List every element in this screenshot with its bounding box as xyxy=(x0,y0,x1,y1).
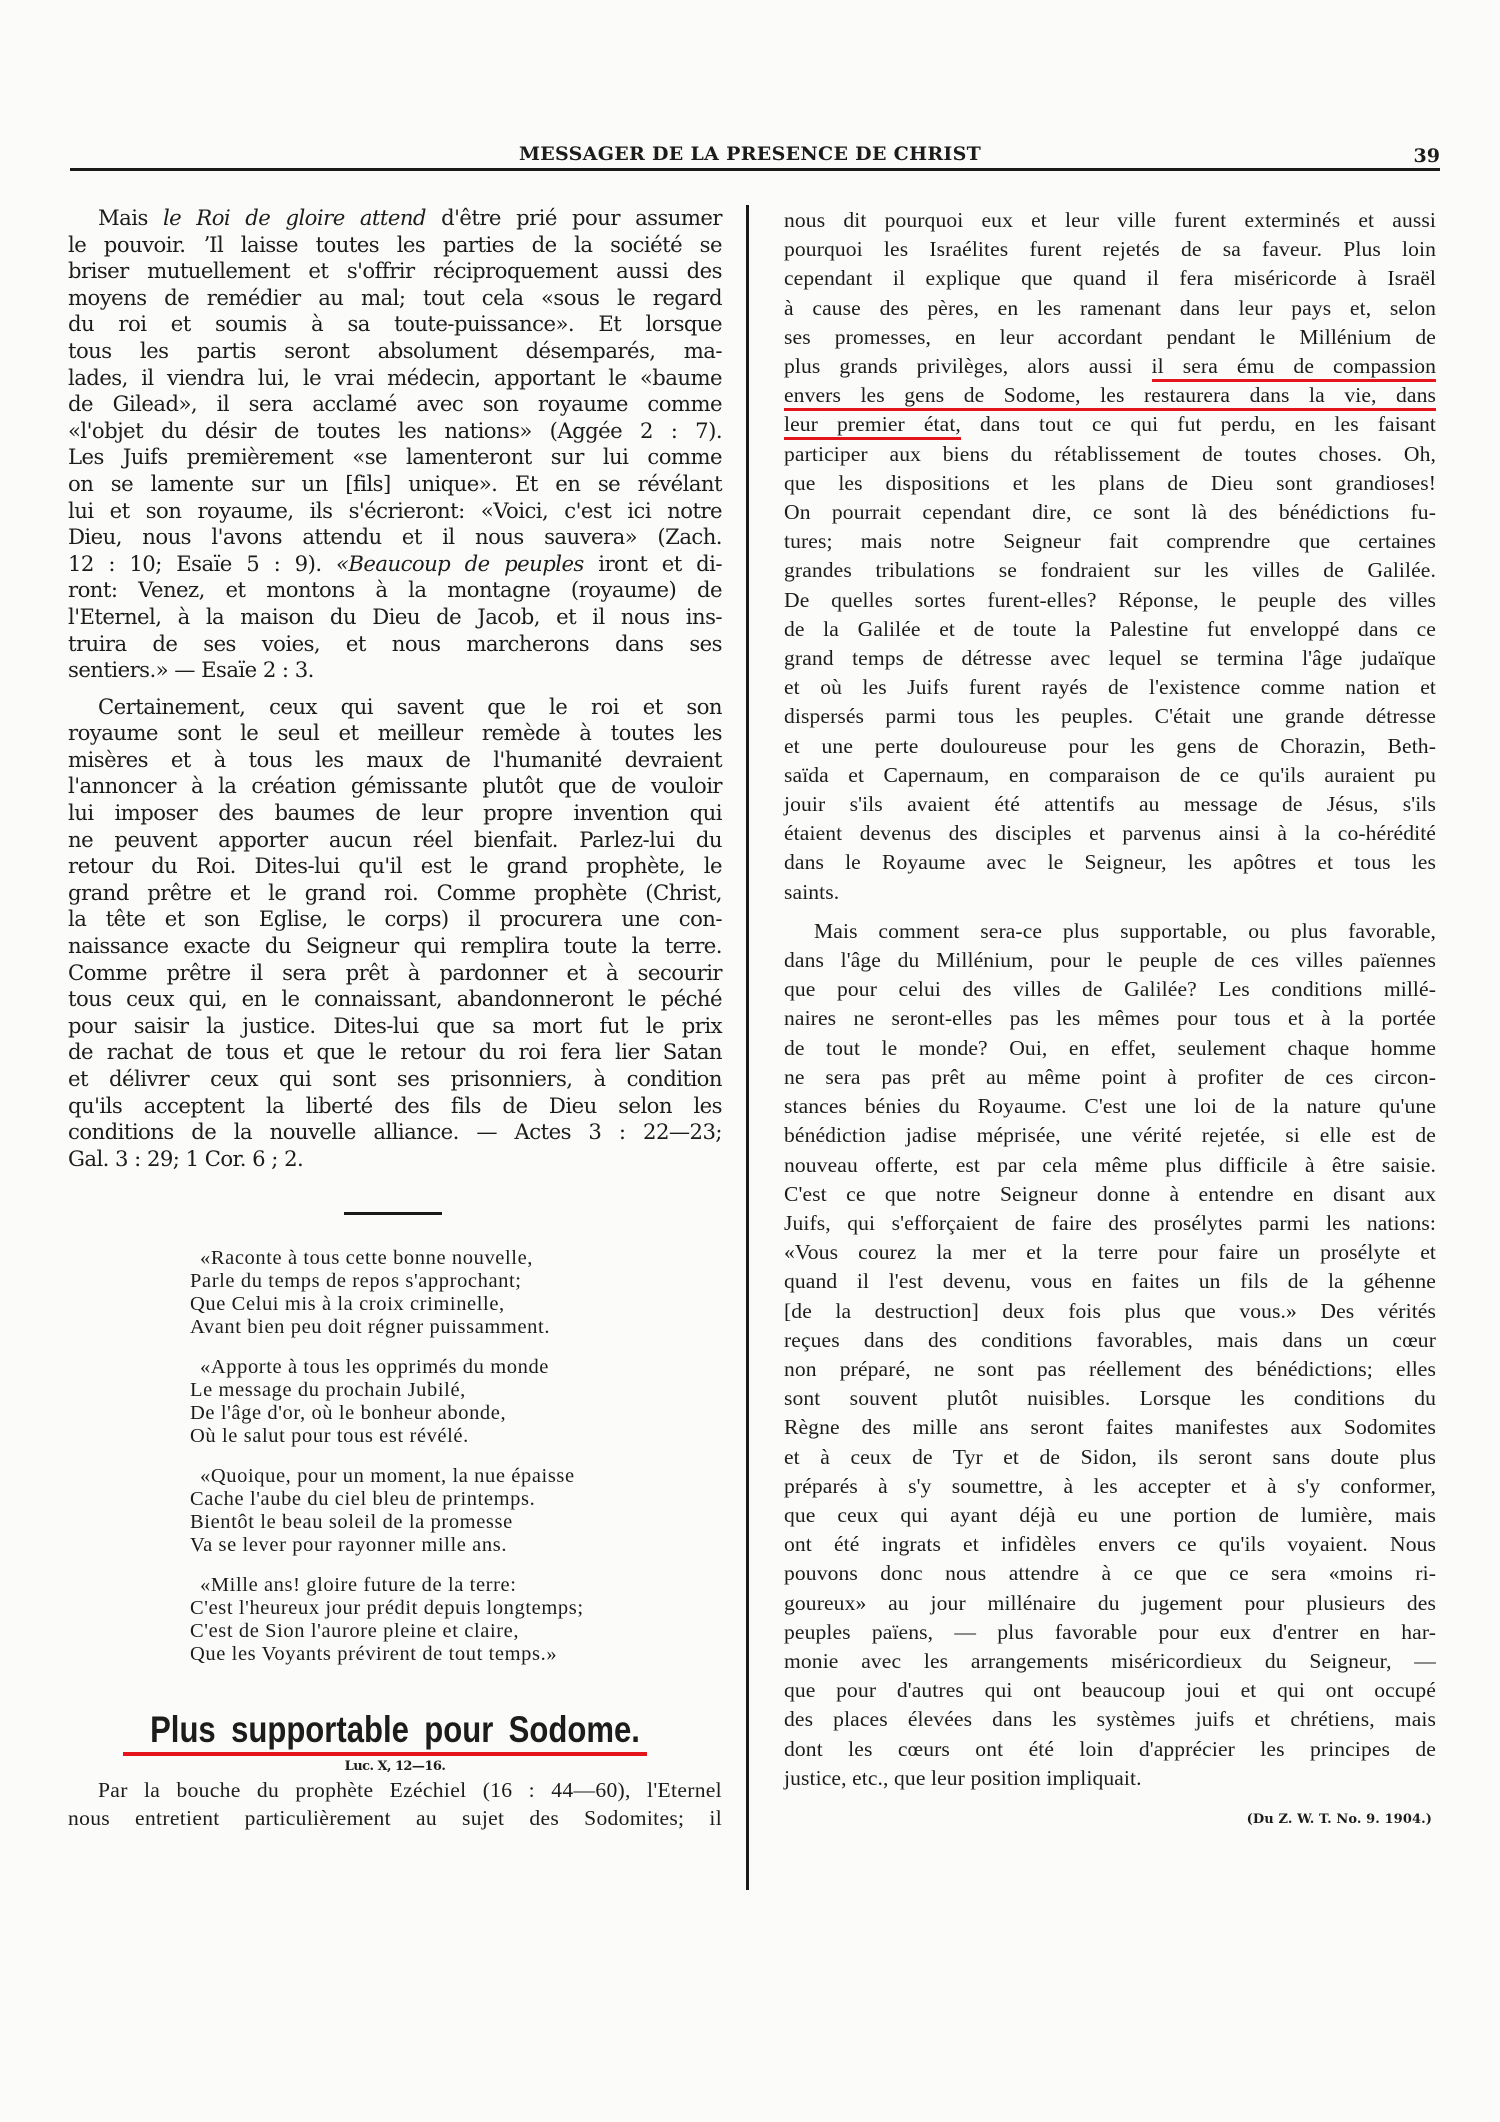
article-scripture-reference: Luc. X, 12—16. xyxy=(344,1759,446,1775)
text-line: sont souvent plutôt nuisibles. Lorsque les conditions du xyxy=(784,1386,1436,1411)
paragraph-millennium xyxy=(784,917,1436,1793)
poem-line: Le message du prochain Jubilé, xyxy=(190,1379,466,1402)
poem-line: Parle du temps de repos s'approchant; xyxy=(190,1270,522,1293)
text-line: des places élevées dans les systèmes juifs et chrétiens, mais xyxy=(784,1707,1436,1732)
source-citation: (Du Z. W. T. No. 9. 1904.) xyxy=(1246,1811,1432,1827)
text-line: cependant il explique que quand il fera miséricorde à Israël xyxy=(784,266,1436,291)
poem-stanza xyxy=(190,1247,722,1339)
text-line: ne sera pas prêt au même point à profiter de ces circon- xyxy=(784,1064,1436,1089)
text-line: pour saisir la justice. Dites-lui que sa mort fut le prix xyxy=(68,1012,722,1038)
text-line: que pour celui des villes de Galilée? Les conditions millé- xyxy=(784,977,1436,1002)
poem-line: Que les Voyants prévirent de tout temps.» xyxy=(190,1643,558,1666)
text-line: saïda et Capernaum, en comparaison de ce qu'ils auraient pu xyxy=(784,762,1436,787)
paragraph-certainement xyxy=(68,694,722,1173)
text-line: conditions de la nouvelle alliance. — Actes 3 : 22—23; xyxy=(68,1119,722,1145)
text-line: jouir s'ils avaient été attentifs au message de Jésus, s'ils xyxy=(784,792,1436,817)
text-line: de rachat de tous et que le retour du roi fera lier Satan xyxy=(68,1039,722,1065)
text-line: nous entretient particulièrement au sujet des Sodomites; il xyxy=(68,1806,722,1831)
text-line: on se lamente sur un [fils] unique». Et en se révélant xyxy=(68,470,722,496)
text-line: monie avec les arrangements miséricordieux du Seigneur, — xyxy=(784,1648,1436,1673)
poem xyxy=(190,1247,722,1666)
text-line: stances bénies du Royaume. C'est une loi de la nature qu'une xyxy=(784,1094,1436,1119)
text-line: dans le Royaume avec le Seigneur, les apôtres et tous les xyxy=(784,850,1436,875)
highlighted-text: envers les gens de Sodome, les restaurera dans la vie, dans xyxy=(784,383,1436,411)
text-line: truira de ses voies, et nous marcherons dans ses xyxy=(68,630,722,656)
text-line: On pourrait cependant dire, ce sont là des bénédictions fu- xyxy=(784,500,1436,525)
text-line: ne peuvent apporter aucun réel bienfait. Parlez-lui du xyxy=(68,826,722,852)
text-line: sentiers.» — Esaïe 2 : 3. xyxy=(68,657,314,683)
poem-stanza xyxy=(190,1356,722,1448)
text-line: retour du Roi. Dites-lui qu'il est le grand prophète, le xyxy=(68,853,722,879)
text-line: 12 : 10; Esaïe 5 : 9). «Beaucoup de peuples iront et di- xyxy=(68,550,723,576)
text-line: que ceux qui ayant déjà eu une portion de lumière, mais xyxy=(784,1502,1436,1527)
text-line: que les dispositions et les plans de Dieu sont grandioses! xyxy=(784,470,1436,495)
text-line: étaient devenus des disciples et parvenus ainsi à la co-hérédité xyxy=(784,821,1436,846)
text-line: et à ceux de Tyr et de Sidon, ils seront sans doute plus xyxy=(784,1444,1436,1469)
text-line: non préparé, ne sont pas réellement des bénédictions; elles xyxy=(784,1356,1436,1381)
text-line: saints. xyxy=(784,879,840,904)
poem-stanza xyxy=(190,1465,722,1557)
text-line: goureux» au jour millénaire du jugement pour plusieurs des xyxy=(784,1590,1436,1615)
text-line: reçues dans des conditions favorables, mais dans un cœur xyxy=(784,1327,1436,1352)
text-line: à cause des pères, en les ramenant dans leur pays et, selon xyxy=(784,295,1436,320)
text-line: naissance exacte du Seigneur qui remplira toute la terre. xyxy=(68,933,722,959)
column-divider xyxy=(746,205,749,1890)
text-line: [de la destruction] deux fois plus que vous.» Des vérités xyxy=(784,1298,1436,1323)
paragraph-king-of-glory xyxy=(68,205,722,684)
text-line: l'annoncer à la création gémissante plutôt que de vouloir xyxy=(68,773,722,799)
poem-line: «Apporte à tous les opprimés du monde xyxy=(200,1356,550,1379)
text-line: tures; mais notre Seigneur fait comprendre que certaines xyxy=(784,529,1436,554)
page-header-title: MESSAGER DE LA PRESENCE DE CHRIST xyxy=(518,143,982,165)
text-line: qu'ils acceptent la liberté des fils de Dieu selon les xyxy=(68,1092,722,1118)
section-rule xyxy=(344,1212,442,1215)
text-line: peuples païens, — plus favorable pour eux d'entrer en har- xyxy=(784,1619,1436,1644)
poem-line: C'est de Sion l'aurore pleine et claire, xyxy=(190,1620,520,1643)
text-line: Mais comment sera-ce plus supportable, ou plus favorable, xyxy=(814,918,1436,943)
text-line: et où les Juifs furent rayés de l'existence comme nation et xyxy=(784,675,1436,700)
paragraph-sodom-restoration xyxy=(784,206,1436,907)
text-line: plus grands privilèges, alors aussi il sera ému de compassion xyxy=(784,352,1436,381)
text-line: leur premier état, dans tout ce qui fut perdu, en les faisant xyxy=(784,410,1436,439)
left-column xyxy=(68,205,722,1832)
text-line: lui et son royaume, ils s'écrieront: «Voici, c'est ici notre xyxy=(68,497,722,523)
text-line: Mais le Roi de gloire attend d'être prié pour assumer xyxy=(98,205,722,230)
text-line: pourquoi les Israélites furent rejetés de sa faveur. Plus loin xyxy=(784,237,1436,262)
text-line: de Gilead», il sera acclamé avec son royaume comme xyxy=(68,391,722,417)
text-line: de la Galilée et de toute la Palestine fut enveloppé dans ce xyxy=(784,616,1436,641)
text-line: participer aux biens du rétablissement de toutes choses. Oh, xyxy=(784,441,1436,466)
text-line: la tête et son Eglise, le corps) il procurera une con- xyxy=(68,906,722,932)
text-line: lui imposer des baumes de leur propre invention qui xyxy=(68,800,722,826)
poem-stanza xyxy=(190,1574,722,1666)
text-line: naires ne seront-elles pas les mêmes pour tous et à la portée xyxy=(784,1006,1436,1031)
poem-line: Que Celui mis à la croix criminelle, xyxy=(190,1293,505,1316)
text-line: préparés à s'y soumettre, à les accepter et à s'y conformer, xyxy=(784,1473,1436,1498)
text-line: justice, etc., que leur position impliquait. xyxy=(784,1765,1142,1790)
article-intro xyxy=(68,1776,722,1832)
text-line: le pouvoir. ʼIl laisse toutes les parties de la société se xyxy=(68,231,722,257)
text-line: et délivrer ceux qui sont ses prisonniers, à condition xyxy=(68,1066,722,1091)
text-line: dont les cœurs ont été loin d'apprécier les principes de xyxy=(784,1736,1436,1761)
poem-line: De l'âge d'or, où le bonheur abonde, xyxy=(190,1402,507,1425)
poem-line: «Quoique, pour un moment, la nue épaisse xyxy=(200,1465,575,1488)
highlighted-text: leur premier état, xyxy=(784,412,961,440)
text-line: Comme prêtre il sera prêt à pardonner et à secourir xyxy=(68,959,722,985)
text-line: moyens de remédier au mal; tout cela «sous le regard xyxy=(68,284,722,310)
text-line xyxy=(784,381,1436,410)
poem-line: Où le salut pour tous est révélé. xyxy=(190,1425,469,1448)
right-column xyxy=(784,206,1436,1834)
poem-line: Va se lever pour rayonner mille ans. xyxy=(190,1534,508,1557)
article-title: Plus supportable pour Sodome. xyxy=(150,1709,640,1751)
text-line: nous dit pourquoi eux et leur ville furent exterminés et aussi xyxy=(784,208,1436,232)
text-line: C'est ce que notre Seigneur donne à entendre en disant aux xyxy=(784,1181,1436,1206)
text-line: «l'objet du désir de toutes les nations» (Aggée 2 : 7). xyxy=(68,417,722,443)
text-line: Juifs, qui s'efforçaient de faire des prosélytes parmi les nations: xyxy=(784,1210,1436,1235)
text-line: grand temps de détresse avec lequel se termina l'âge judaïque xyxy=(784,646,1436,671)
text-line: pouvons donc nous attendre à ce que ce sera «moins ri- xyxy=(784,1561,1436,1586)
poem-line: C'est l'heureux jour prédit depuis longtemps; xyxy=(190,1597,584,1620)
text-line: Les Juifs premièrement «se lamenteront sur lui comme xyxy=(68,444,722,470)
text-line: Dieu, nous l'avons attendu et il nous sauvera» (Zach. xyxy=(68,524,722,550)
poem-line: «Raconte à tous cette bonne nouvelle, xyxy=(200,1247,534,1270)
text-line: grandes tribulations se fondraient sur les villes de Galilée. xyxy=(784,558,1436,583)
text-line: que pour d'autres qui ont beaucoup joui et qui ont occupé xyxy=(784,1678,1436,1703)
text-line: dispersés parmi tous les peuples. C'était une grande détresse xyxy=(784,704,1436,729)
text-line: tous les partis seront absolument désemparés, ma- xyxy=(68,337,722,363)
text-line: du roi et soumis à sa toute-puissance». Et lorsque xyxy=(68,311,722,337)
highlighted-text: il sera ému de compassion xyxy=(1152,354,1436,382)
text-line: ront: Venez, et montons à la montagne (royaume) de xyxy=(68,577,722,603)
text-line: ont été ingrats et infidèles envers ce qu'ils voyaient. Nous xyxy=(784,1532,1436,1557)
text-line: et une perte douloureuse pour les gens de Chorazin, Beth- xyxy=(784,733,1436,758)
text-line: ses promesses, en leur accordant pendant le Millénium de xyxy=(784,324,1436,349)
text-line: Règne des mille ans seront faites manifestes aux Sodomites xyxy=(784,1415,1436,1440)
text-line: de tout le monde? Oui, en effet, seulement chaque homme xyxy=(784,1035,1436,1060)
header-rule xyxy=(70,168,1440,171)
title-red-underline xyxy=(123,1752,647,1756)
poem-line: Avant bien peu doit régner puissamment. xyxy=(190,1316,551,1339)
text-line: Par la bouche du prophète Ezéchiel (16 : 44—60), l'Eternel xyxy=(98,1778,722,1803)
text-line: Certainement, ceux qui savent que le roi et son xyxy=(98,693,722,719)
text-line: briser mutuellement et s'offrir réciproquement aussi des xyxy=(68,258,722,284)
text-line: dans l'âge du Millénium, pour le peuple de ces villes païennes xyxy=(784,948,1436,973)
text-line: grand prêtre et le grand roi. Comme prophète (Christ, xyxy=(68,879,722,905)
page-number: 39 xyxy=(1413,145,1440,167)
poem-line: Bientôt le beau soleil de la promesse xyxy=(190,1511,513,1534)
text-line: De quelles sortes furent-elles? Réponse, le peuple des villes xyxy=(784,587,1436,612)
text-line: «Vous courez la mer et la terre pour faire un prosélyte et xyxy=(784,1240,1436,1265)
text-line: bénédiction jadise méprisée, une vérité rejetée, si elle est de xyxy=(784,1123,1436,1148)
text-line: misères et à tous les maux de l'humanité devraient xyxy=(68,746,722,772)
text-line: l'Eternel, à la maison du Dieu de Jacob, et il nous ins- xyxy=(68,603,722,629)
poem-line: Cache l'aube du ciel bleu de printemps. xyxy=(190,1488,536,1511)
text-line: lades, il viendra lui, le vrai médecin, apportant le «baume xyxy=(68,364,722,390)
text-line: royaume sont le seul et meilleur remède à toutes les xyxy=(68,720,722,746)
poem-line: «Mille ans! gloire future de la terre: xyxy=(200,1574,517,1597)
text-line: tous ceux qui, en le connaissant, abandonneront le péché xyxy=(68,986,722,1012)
text-line: quand il l'est devenu, vous en faites un fils de la géhenne xyxy=(784,1269,1436,1294)
text-line: Gal. 3 : 29; 1 Cor. 6 ; 2. xyxy=(68,1145,304,1171)
text-line: nouveau offerte, est par cela même plus difficile à être saisie. xyxy=(784,1152,1436,1177)
